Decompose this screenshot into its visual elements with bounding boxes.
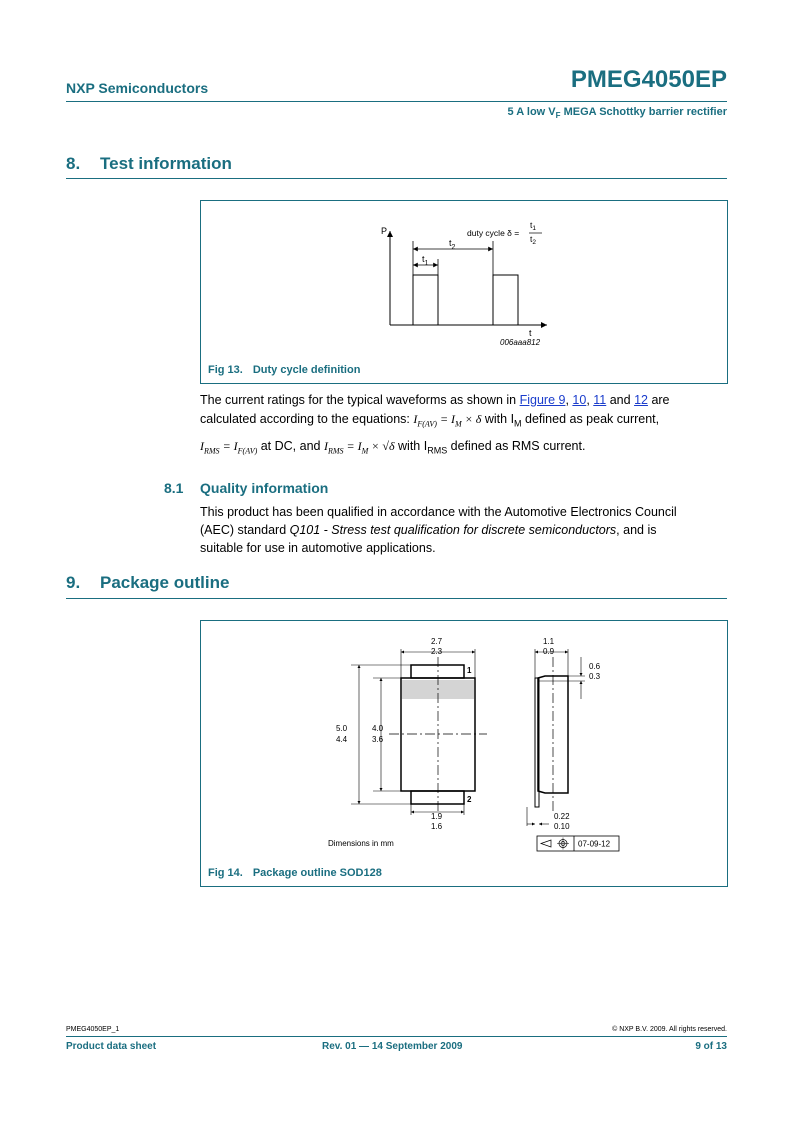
footer-doc-type: Product data sheet (66, 1041, 157, 1052)
duty-frac-den: $t_2$ (530, 234, 536, 246)
figure-13-caption: Fig 13. Duty cycle definition (208, 364, 361, 376)
t1-label: $t_1$ (422, 254, 429, 267)
product-name: PMEG4050EP (570, 66, 727, 93)
footer-copyright: © NXP B.V. 2009. All rights reserved. (612, 1026, 727, 1033)
footer-rule (66, 1036, 727, 1037)
svg-text:2.3: 2.3 (431, 647, 443, 656)
equation-iav: $I_{F(AV)} = I_M \times \delta$ (413, 412, 482, 429)
section-9-rule (66, 598, 727, 599)
figure-13-box (200, 200, 728, 384)
waveform-paragraph-line-3: $I_{RMS} = I_{F(AV)}$ at DC, and $I_{RMS} = I_M \times √\delta$ with $I_{RMS}$ defined as RMS current. (200, 439, 586, 456)
t2-label: $t_2$ (449, 238, 456, 251)
svg-text:4.0: 4.0 (372, 724, 384, 733)
link-figure-9[interactable]: Figure 9 (519, 393, 566, 407)
section-8-rule (66, 178, 727, 179)
section-9-heading: 9. Package outline (66, 573, 230, 592)
svg-text:0.6: 0.6 (589, 662, 601, 671)
duty-cycle-diagram (201, 201, 727, 383)
svg-text:1.6: 1.6 (431, 822, 443, 831)
company-name: NXP Semiconductors (66, 80, 209, 96)
svg-text:1.1: 1.1 (543, 637, 555, 646)
projection-cone-icon (541, 840, 551, 847)
link-figure-11[interactable]: 11 (593, 393, 607, 407)
axis-p-label: P (381, 226, 388, 236)
drawing-date: 07-09-12 (578, 839, 611, 849)
product-subtitle: 5 A low $V_F$ MEGA Schottky barrier rectifier (507, 106, 727, 121)
figure-14-caption: Fig 14. Package outline SOD128 (208, 867, 382, 879)
header-rule (66, 101, 727, 102)
lead-2 (411, 791, 464, 804)
waveform-paragraph-line-2: calculated according to the equations: $I_{F(AV)} = I_M \times \delta$ with $I_M$ defined as peak current, (200, 412, 660, 429)
svg-text:5.0: 5.0 (336, 724, 348, 733)
equation-irms: $I_{RMS} = I_M \times √\delta$ (323, 439, 395, 456)
axis-t-label: t (529, 328, 532, 338)
pin-1-label: 1 (467, 666, 472, 675)
footer-doc-id: PMEG4050EP_1 (66, 1026, 120, 1033)
figure-14-box (200, 620, 728, 887)
duty-cycle-label: duty cycle δ = (467, 228, 520, 238)
footer-revision: Rev. 01 — 14 September 2009 (322, 1041, 463, 1052)
link-figure-10[interactable]: 10 (572, 393, 587, 407)
quality-paragraph: This product has been qualified in accordance with the Automotive Electronics Council (AEC) standard Q101 - Stress test qualification for discrete semiconductors, and is suitable for use in automotive applications. (200, 505, 677, 555)
lead-1 (411, 665, 464, 678)
svg-text:0.3: 0.3 (589, 672, 601, 681)
footer-page: 9 of 13 (695, 1041, 727, 1052)
link-figure-12[interactable]: 12 (634, 393, 648, 407)
svg-text:2.7: 2.7 (431, 637, 443, 646)
pulse-2 (493, 275, 518, 325)
pin-2-label: 2 (467, 795, 472, 804)
section-8-1-heading: 8.1 Quality information (164, 480, 329, 496)
dimensions-note: Dimensions in mm (328, 839, 394, 848)
section-8-heading: 8. Test information (66, 154, 232, 173)
equation-irms-dc: $I_{RMS} = I_{F(AV)}$ (200, 439, 258, 456)
svg-text:4.4: 4.4 (336, 735, 348, 744)
svg-text:0.22: 0.22 (554, 812, 570, 821)
svg-text:1.9: 1.9 (431, 812, 443, 821)
duty-frac-num: $t_1$ (530, 220, 536, 232)
svg-text:3.6: 3.6 (372, 735, 384, 744)
svg-text:0.9: 0.9 (543, 647, 555, 656)
figure-code: 006aaa812 (500, 338, 541, 347)
waveform-paragraph-line-1: The current ratings for the typical waveforms as shown in Figure 9, 10, 11 and 12 are (200, 393, 670, 407)
package-outline-diagram (201, 621, 727, 886)
pulse-1 (413, 275, 438, 325)
svg-text:0.10: 0.10 (554, 822, 570, 831)
